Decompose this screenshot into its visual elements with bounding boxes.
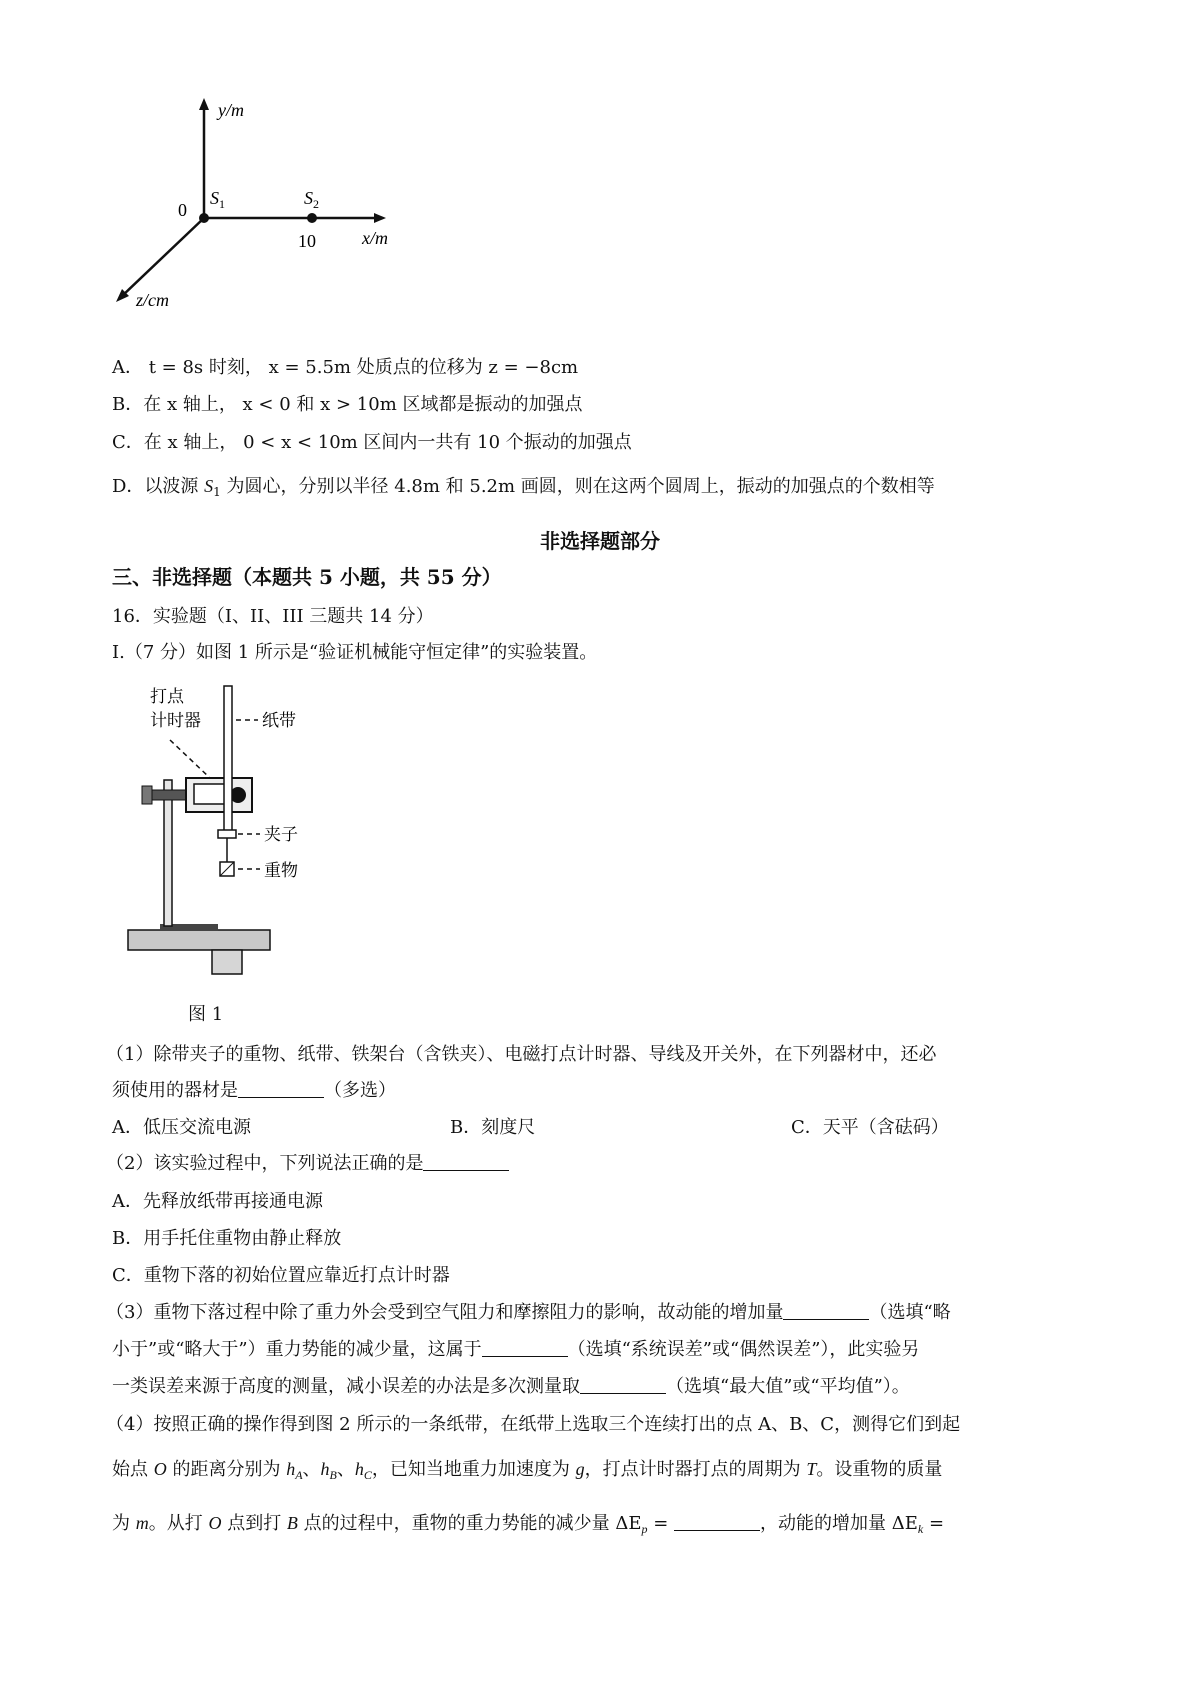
- timer-leader: [170, 740, 210, 778]
- q4-line3: 为 m。从打 O 点到打 B 点的过程中，重物的重力势能的减少量 $\Delta E_p$ = ，动能的增加量 $\Delta E_k$ =: [112, 1513, 945, 1536]
- q3-line3: 一类误差来源于高度的测量，减小误差的办法是多次测量取 （选填“最大值”或“平均值”）。: [112, 1376, 910, 1397]
- q1-option-b: B．刻度尺: [450, 1117, 536, 1138]
- q2-option-a: A．先释放纸带再接通电源: [112, 1191, 323, 1212]
- q3-blank-2[interactable]: [482, 1340, 568, 1357]
- timer-label-line2: 计时器: [150, 711, 201, 730]
- q2-stem: （2）该实验过程中，下列说法正确的是: [106, 1152, 509, 1176]
- q3-line2: 小于”或“略大于”）重力势能的减少量，这属于 （选填“系统误差”或“偶然误差”），此实验另: [112, 1339, 920, 1360]
- q1-stem-line2: 须使用的器材是 （多选）: [112, 1080, 396, 1101]
- q15-option-c: C．在 x 轴上， 0 < x < 10m 区间内一共有 10 个振动的加强点: [112, 432, 632, 453]
- stand-foot: [212, 950, 242, 974]
- q3-line1: （3）重物下落过程中除了重力外会受到空气阻力和摩擦阻力的影响，故动能的增加量 （选填“略: [106, 1302, 951, 1323]
- origin-label: 0: [178, 200, 187, 220]
- question-16-title: 16．实验题（I、II、III 三题共 14 分）: [112, 606, 434, 627]
- q3-blank-3[interactable]: [580, 1377, 666, 1394]
- figure-1-caption: 图 1: [188, 1004, 224, 1025]
- x-tick-10: 10: [298, 231, 316, 251]
- z-axis-label: z/cm: [136, 290, 169, 310]
- apparatus-figure-1: [120, 680, 360, 990]
- timer-label-line1: 打点: [150, 687, 184, 706]
- y-axis-arrow: [199, 98, 209, 110]
- q15-option-b: B．在 x 轴上， x < 0 和 x > 10m 区域都是振动的加强点: [112, 394, 583, 415]
- source-s2-point: [307, 213, 317, 223]
- q3-blank-1[interactable]: [783, 1303, 869, 1320]
- s2-label: $S_2$: [304, 188, 319, 211]
- s1-label: $S_1$: [210, 188, 225, 211]
- tape-label: 纸带: [262, 711, 296, 730]
- q2-option-b: B．用手托住重物由静止释放: [112, 1228, 342, 1249]
- section-heading: 非选择题部分: [540, 529, 660, 553]
- z-axis: [122, 218, 204, 296]
- stand-rod: [164, 780, 172, 926]
- clip: [218, 830, 236, 838]
- wave-source-axes-figure: [100, 90, 430, 330]
- stand-base: [128, 930, 270, 950]
- q1-stem-line1: （1）除带夹子的重物、纸带、铁架台（含铁夹）、电磁打点计时器、导线及开关外，在下列器材中，还必: [106, 1044, 937, 1065]
- q1-answer-blank[interactable]: [238, 1081, 324, 1098]
- q1-option-c: C．天平（含砝码）: [791, 1117, 949, 1138]
- paper-tape: [224, 686, 232, 832]
- part-i-intro: I.（7 分）如图 1 所示是“验证机械能守恒定律”的实验装置。: [112, 642, 598, 663]
- q15-option-a: A． t = 8s 时刻， x = 5.5m 处质点的位移为 z = −8cm: [112, 357, 579, 378]
- y-axis-label: y/m: [218, 100, 244, 120]
- x-axis-label: x/m: [362, 228, 388, 248]
- section-title: 三、非选择题（本题共 5 小题，共 55 分）: [112, 565, 502, 589]
- q4-line2: 始点 O 的距离分别为 $h_A$、$h_B$、$h_C$，已知当地重力加速度为 g，打点计时器打点的周期为 T。设重物的质量: [112, 1459, 943, 1482]
- q15-option-d: D．以波源 $S_1$ 为圆心，分别以半径 4.8m 和 5.2m 画圆，则在这两个圆周上，振动的加强点的个数相等: [112, 476, 935, 499]
- weight-label: 重物: [264, 861, 298, 880]
- x-axis-arrow: [374, 213, 386, 223]
- q1-option-a: A．低压交流电源: [112, 1117, 251, 1138]
- clip-label: 夹子: [264, 825, 298, 844]
- q4-blank-ep[interactable]: [674, 1514, 760, 1531]
- q2-option-c: C．重物下落的初始位置应靠近打点计时器: [112, 1265, 450, 1286]
- source-s1-point: [199, 213, 209, 223]
- clamp-knob: [142, 786, 152, 804]
- q2-answer-blank[interactable]: [423, 1154, 509, 1171]
- timer-inner: [194, 784, 228, 804]
- q4-line1: （4）按照正确的操作得到图 2 所示的一条纸带，在纸带上选取三个连续打出的点 A、B、C，测得它们到起: [106, 1414, 961, 1435]
